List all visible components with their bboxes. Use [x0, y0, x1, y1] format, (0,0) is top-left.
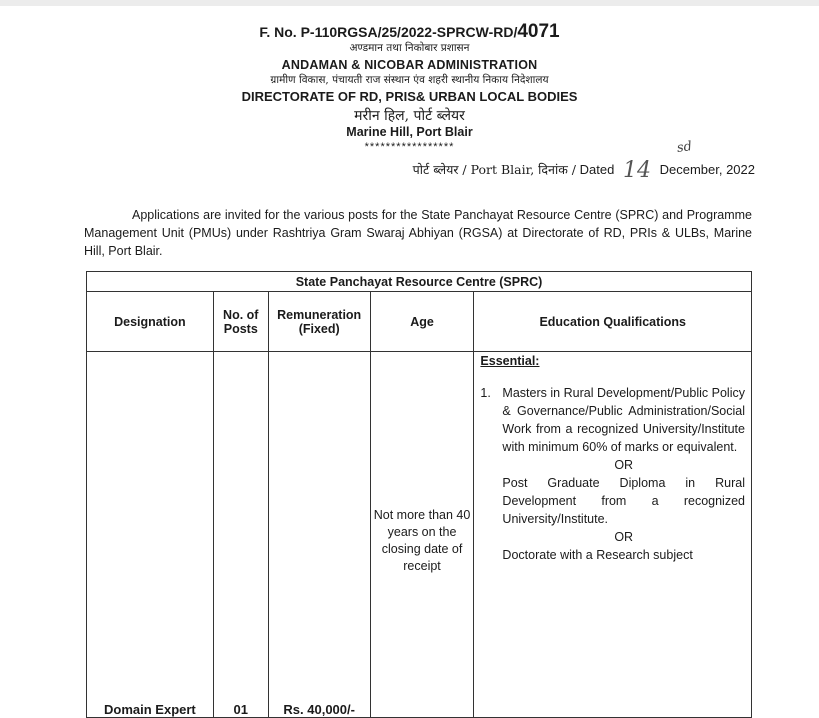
handwritten-initials: sd — [676, 139, 693, 156]
file-number-prefix: F. No. P-110RGSA/25/2022-SPRCW-RD/ — [259, 24, 518, 40]
file-number-serial: 4071 — [517, 21, 560, 42]
table-caption: State Panchayat Resource Centre (SPRC) — [87, 272, 752, 292]
file-number — [0, 21, 819, 43]
or-separator-2: OR — [614, 530, 634, 544]
qualification-alternative-2: Doctorate with a Research subject — [502, 548, 693, 562]
dated-day: 14 — [622, 158, 651, 183]
header-separator: ***************** — [364, 141, 455, 153]
qualification-text: Masters in Rural Development/Public Policy & Governance/Public Administration/Social Work from a recognized University/Institute with minimum 60% of marks or equivalent. — [502, 386, 745, 454]
table-row — [87, 352, 752, 718]
header-education: Education Qualifications — [474, 292, 752, 352]
or-separator-1: OR — [614, 458, 634, 472]
essential-label: Essential: — [480, 354, 540, 368]
directorate-english: DIRECTORATE OF RD, PRIS& URBAN LOCAL BODIES — [241, 89, 578, 104]
cell-posts: 01 — [213, 352, 268, 718]
location-hindi: मरीन हिल, पोर्ट ब्लेयर — [354, 108, 465, 124]
dated-hindi: पोर्ट ब्लेयर / Port Blair, दिनांक / — [412, 162, 577, 177]
header-remuneration: Remuneration (Fixed) — [268, 292, 370, 352]
header-posts: No. of Posts — [213, 292, 268, 352]
header-age: Age — [370, 292, 474, 352]
intro-paragraph: Applications are invited for the various posts for the State Panchayat Resource Centre (SPRC) and Programme Management Unit (PMUs) under Rashtriya Gram Swaraj Abhiyan (RGSA) at Directorate of RD, PRIs & ULBs, Marine Hill, Port Blair. — [84, 208, 752, 258]
page-top-edge — [0, 0, 819, 6]
dated-label: Dated — [579, 162, 615, 177]
cell-designation: Domain Expert — [87, 352, 214, 718]
location-english: Marine Hill, Port Blair — [346, 125, 473, 139]
header-designation: Designation — [87, 292, 214, 352]
dated-line — [413, 158, 755, 183]
directorate-hindi: ग्रामीण विकास, पंचायती राज संस्थान एंव शहरी स्थानीय निकाय निदेशालय — [270, 74, 549, 86]
cell-age: Not more than 40 years on the closing date of receipt — [370, 352, 474, 718]
table-header-row — [87, 292, 752, 352]
dated-month-year: December, 2022 — [659, 162, 755, 177]
sprc-posts-table — [86, 271, 752, 718]
cell-education — [474, 352, 752, 718]
admin-english: ANDAMAN & NICOBAR ADMINISTRATION — [281, 58, 538, 72]
qualification-item — [480, 384, 745, 456]
qualification-number: 1. — [480, 386, 491, 400]
admin-hindi: अण्डमान तथा निकोबार प्रशासन — [349, 42, 470, 54]
qualification-alternative: Post Graduate Diploma in Rural Development from a recognized University/Institute. — [502, 476, 745, 526]
cell-remuneration: Rs. 40,000/- — [268, 352, 370, 718]
